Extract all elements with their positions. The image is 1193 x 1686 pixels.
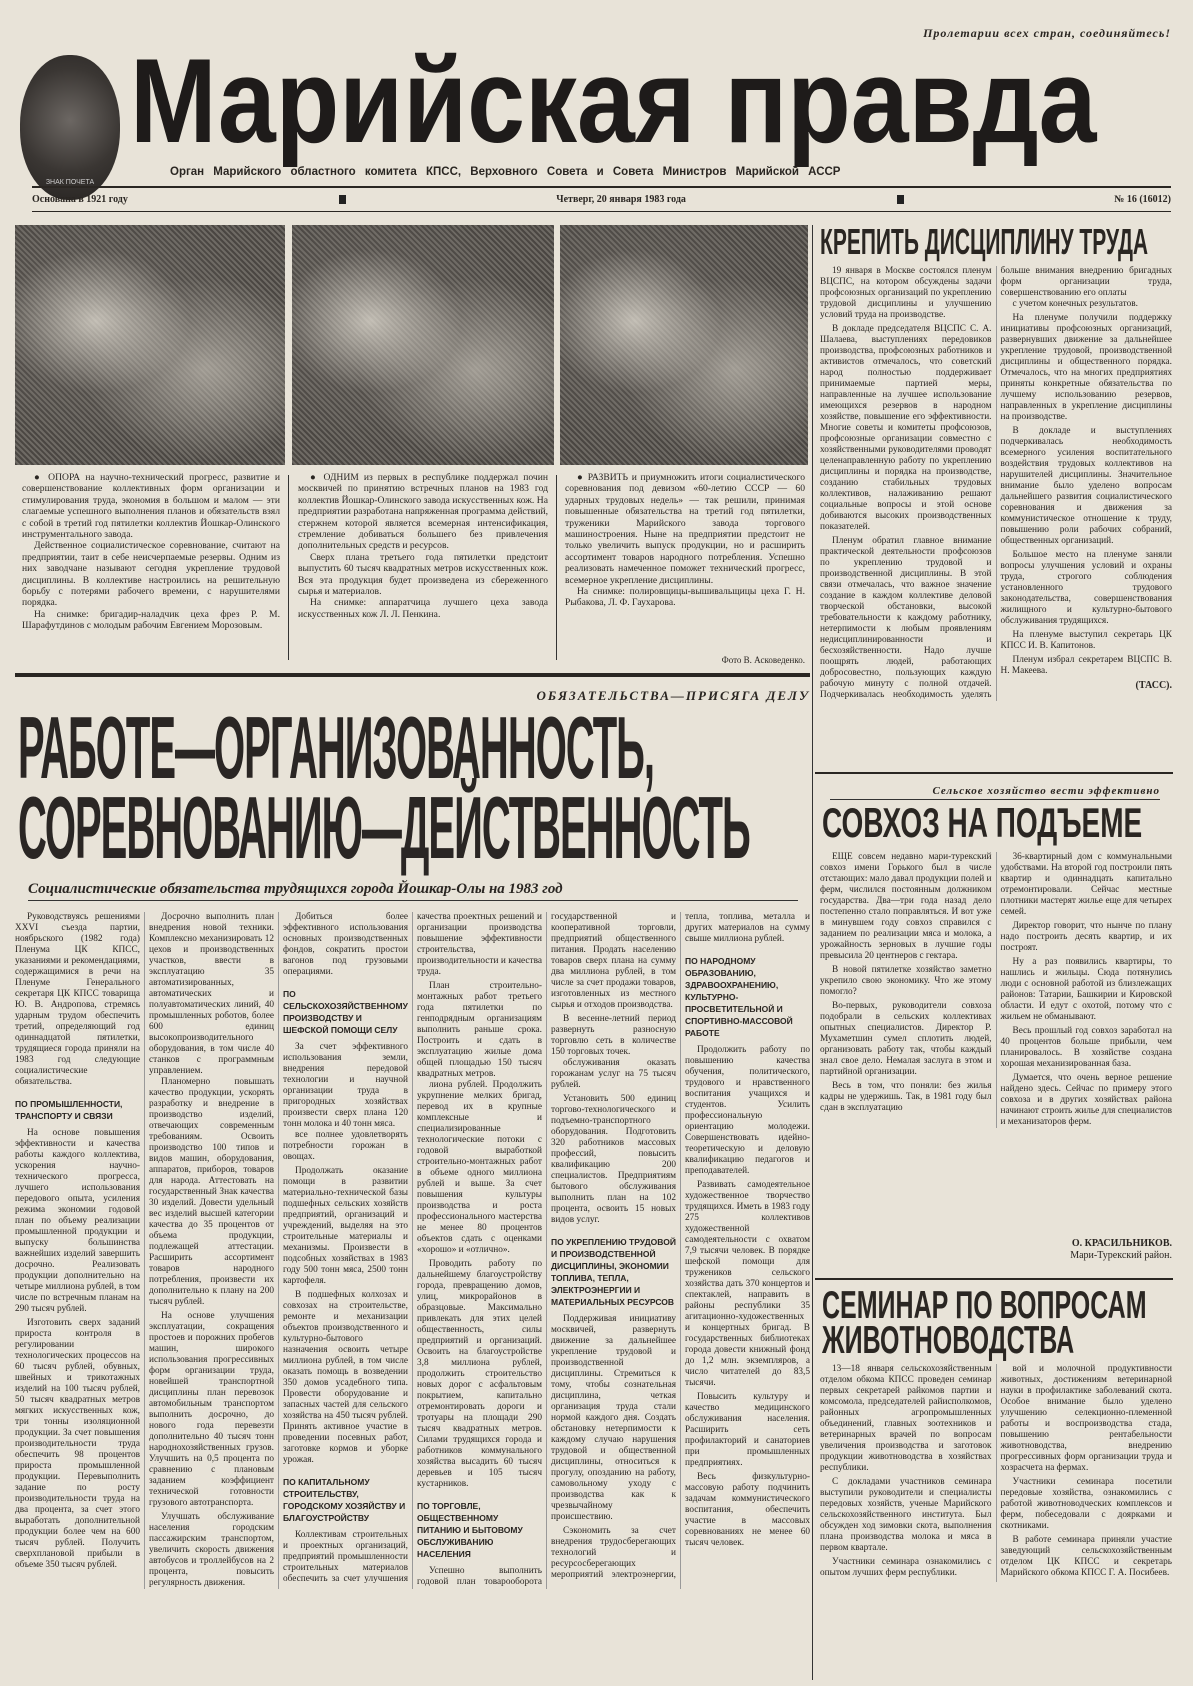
paragraph: 19 января в Москве состоялся пленум ВЦСПС, на котором обсуждены задачи профсоюзных организаций по укреплению трудовой дисциплины и улучшению условий труда на производстве. <box>820 266 992 320</box>
right-column-divider <box>812 225 813 1680</box>
paragraph: все полнее удовлетворять потребности горожан в овощах. <box>283 1130 408 1162</box>
paragraph: Участники семинара посетили передовые хозяйства, ознакомились с работой животноводческих комплексов и ферм, побеседовали с доярками и скотниками. <box>1000 1477 1172 1531</box>
paragraph: Во-первых, руководители совхоза подобрали в сельских коллективах опытных специалистов. Директор Р. Мухаметшин сумел сплотить людей, организовать работу так, чтобы каждый знал свое дело. Немалая заслуга в этом и партийной организации. <box>820 1001 992 1077</box>
paragraph: Досрочно выполнить план внедрения новой техники. Комплексно механизировать 12 цехов и производственных участков, ввести в эксплуатацию 35 автоматизированных, автоматических и полуавтоматических линий, 40 промышленных роботов, более 600 единиц высокопроизводительного оборудования, в том числе 40 станков с программным управлением. <box>149 912 274 1076</box>
paragraph: 36-квартирный дом с коммунальными удобствами. На второй год построили пять квартир и одиннадцать капитально отремонтировали. Сейчас местные плотники мастерят жилье еще для четырех семей. <box>1000 852 1172 917</box>
sovkhoz-article-title: СОВХОЗ НА ПОДЪЕМЕ <box>822 799 1143 846</box>
paragraph: ЕЩЕ совсем недавно мари-турекский совхоз имени Горького был в числе отстающих: мало давал продукции полей и ферм, числился постоянным должником государства. Два—три года назад дело постепенно стало поправляться. И вот уже в минувшем году совхоз справился с заданием по реализации мяса и молока, а урожайность зерновых в лучшие годы превысила 20 центнеров с гектара. <box>820 852 992 961</box>
rubric-kicker: ОБЯЗАТЕЛЬСТВА—ПРИСЯГА ДЕЛУ <box>536 688 810 703</box>
paragraph: Успешно выполнить годовой план товарооборота государственной и кооперативной торговли, предприятий общественного питания. Продать населению товаров сверх плана на сумму два миллиона рублей, в том числе за счет продажи товаров, изготовленных из местного сырья и отходов производства. <box>417 912 676 1587</box>
discipline-column-2 <box>1001 299 1173 677</box>
paragraph: На основе повышения эффективности и качества работы каждого коллектива, ускорения научно-технического прогресса, лучшего использования передового опыта, усиления режима экономии годовой план по объему реализации промышленной продукции и выпуску большинства важнейших изделий завершить досрочно. Реализовать продукции дополнительно на четыре миллиона рублей, в том числе по встречным планам на 290 тысяч рублей. <box>15 1128 140 1314</box>
article-subheading: Социалистические обязательства трудящихся города Йошкар-Олы на 1983 год <box>28 880 798 901</box>
section-heading: ПО УКРЕПЛЕНИЮ ТРУДОВОЙ И ПРОИЗВОДСТВЕННОЙ ДИСЦИПЛИНЫ, ЭКОНОМИИ ТОПЛИВА, ТЕПЛА, ЭЛЕКТРОЭНЕРГИИ И МАТЕРИАЛЬНЫХ РЕСУРСОВ <box>551 1237 676 1307</box>
paragraph: ● РАЗВИТЬ и приумножить итоги социалистического соревнования под девизом «60-летию СССР — 60 ударных трудовых недель» — так решили, принимая повышенные обязательства на третий год пятилетки, труженики Марийского завода торгового машиностроения. Ныне на предприятии предстоит не только увеличить выпуск продукции, но и расширить ассортимент товаров народного потребления. Успешно реализовать намеченное поможет технический прогресс, всемерное укрепление дисциплины. <box>565 472 805 586</box>
paragraph: В новой пятилетке хозяйство заметно укрепило свою экономику. Что же этому помогло? <box>820 965 992 997</box>
headline-line-1: РАБОТЕ—ОРГАНИЗОВАННОСТЬ, <box>18 700 654 798</box>
sovkhoz-rubric: Сельское хозяйство вести эффективно <box>830 784 1160 800</box>
paragraph: Поддерживая инициативу москвичей, развернуть движение за дальнейшее укрепление трудовой и производственной дисциплины. Стремиться к тому, чтобы сознательная дисциплина, четкая организация труда стали нормой каждого дня. Создать обстановку нетерпимости к каждому случаю нарушения трудовой и общественной дисциплины, относиться к прогулу, опозданию на работу, самовольному уходу с производства как к чрезвычайному происшествию. <box>551 1314 676 1522</box>
paragraph: Сверх плана третьего года пятилетки предстоит выпустить 60 тысяч квадратных метров искусственных кож. Вся эта продукция будет произведена из сбереженного сырья и материалов. <box>298 551 548 598</box>
headline-line-2: СОРЕВНОВАНИЮ—ДЕЙСТВЕННОСТЬ <box>18 780 750 878</box>
paragraph: С докладами участников семинара выступили руководители и специалисты передовых хозяйств, ученые Марийского сельскохозяйственного института. Был обсужден ход зимовки скота, выполнения плана производства молока и мяса в первом квартале. <box>820 1477 992 1553</box>
paragraph: В весенне-летний период развернуть разносную торговлю сеть в количестве 150 торговых точек. <box>551 1014 676 1057</box>
author-name: О. КРАСИЛЬНИКОВ. <box>1071 1238 1172 1249</box>
paragraph: с учетом конечных результатов. <box>1012 299 1138 309</box>
paragraph: На снимке: аппаратчица лучшего цеха завода искусственных кож Л. Л. Пенкина. <box>298 597 548 620</box>
paragraph: Действенное социалистическое соревнование, считают на предприятии, таит в себе неисчерпаемые резервы. Одним из них заводчане называют сегодня укрепление трудовой дисциплины. В коллективе настроились на решительную борьбу с потерями рабочего времени, с нарушителями порядка. <box>22 540 280 609</box>
paragraph: На пленуме получили поддержку инициативы профсоюзных организаций, развернувших движение за дальнейшее укрепление трудовой, производственной дисциплины и общественного порядка. Отмечалось, что на многих предприятиях приняты конкретные обязательства по лучшему использованию резервов, направленных в укрепление дисциплины на производстве. <box>1000 313 1172 422</box>
paragraph: Весь прошлый год совхоз заработал на 40 процентов больше прибыли, чем планировалось. В хозяйстве создана хорошая механизированная база. <box>1000 1026 1172 1069</box>
section-rule <box>15 673 810 677</box>
order-badge-of-honour-emblem <box>20 55 120 200</box>
newspaper-title: Марийская правда <box>130 35 1097 169</box>
paragraph: Весь в том, что поняли: без жилья кадры не удержишь. Так, в 1981 году был сдан в эксплуатацию <box>820 1081 992 1113</box>
paragraph: ● ОПОРА на научно-технический прогресс, развитие и совершенствование коллективных форм организации и стимулирования труда, экономия в большом и малом — эти слагаемые успешного выполнения планов и обязательств взял с собой в третий год пятилетки коллектив Йошкар-Олинского инструментального завода. <box>22 472 280 541</box>
paragraph: Ну а раз появились квартиры, то нашлись и жильцы. Сюда потянулись люди с основной работой из близлежащих районов: Татарии, Башкирии и Кировской области. И едут с охотой, потому что с жильем не обманывают. <box>1000 957 1172 1022</box>
paragraph: обслуживания оказать горожанам услуг на 75 тысяч рублей. <box>551 1058 676 1090</box>
seminar-title-line-2: ЖИВОТНОВОДСТВА <box>822 1318 1075 1363</box>
issue-date: Четверг, 20 января 1983 года <box>556 193 686 205</box>
paragraph: Думается, что очень верное решение найдено здесь. Сейчас по примеру этого совхоза и в других хозяйствах района начинают строить жилье для специалистов и механизаторов ферм. <box>1000 1073 1172 1127</box>
tass-source: (ТАСС). <box>1135 680 1172 691</box>
paragraph: Директор говорит, что нынче по плану надо построить десять квартир, и их построят. <box>1000 921 1172 953</box>
paragraph: 13—18 января сельскохозяйственным отделом обкома КПСС проведен семинар первых секретарей райкомов партии и комсомола, председателей райисполкомов, районных агропромышленных объединений, главных зоотехников и ветеринарных врачей по вопросам увеличения производства и заготовок продукции животноводства в хозяйствах республики. <box>820 1364 992 1473</box>
paragraph: На снимке: полировщицы-вышивальщицы цеха Г. Н. Рыбакова, Л. Ф. Гаухарова. <box>565 586 805 609</box>
paragraph: Сэкономить за счет внедрения трудосберегающих технологий и ресурсосберегающих мероприятий электроэнергии, тепла, топлива, металла и других материалов на сумму свыше миллиона рублей. <box>551 912 810 1580</box>
photo-credit: Фото В. Асковеденко. <box>721 655 805 665</box>
photo-caption-1 <box>22 472 280 632</box>
paragraph: Изготовить сверх заданий прироста контроля в регулировании технологических процессов на 60 тысяч рублей, обувных, швейных и трикотажных изделий на 100 тысяч рублей, 50 тысяч квадратных метров мягких искусственных кож, три тонны изоляционной продукции. За счет повышения производительности труда обеспечить 98 процентов прироста промышленной продукции. Перевыполнить задание по росту производительности труда на два процента, за счет этого выработать дополнительной продукции более чем на 600 тысяч рублей. Получить сверхплановой прибыли в объеме 350 тысяч рублей. <box>15 1318 140 1570</box>
author-district: Мари-Турекский район. <box>1070 1250 1172 1261</box>
paragraph: Весь физкультурно-массовую работу подчинить задачам коммунистического воспитания, обеспечить участие в массовых соревнованиях не менее 60 тысяч человек. <box>685 1472 810 1548</box>
paragraph: Проводить работу по дальнейшему благоустройству города, превращению домов, улиц, микрорайонов в образцовые. Максимально привлекать для этих целей общественность, силы предприятий и организаций. Освоить на благоустройстве 3,8 миллиона рублей, продолжить строительство новых дорог с асфальтовым покрытием, капитально отремонтировать дороги и тротуары на площади 290 тысяч квадратных метров. Силами трудящихся города и работников коммунального хозяйства высадить 60 тысяч деревьев и 105 тысяч кустарников. <box>417 1259 542 1489</box>
sovkhoz-column-1 <box>820 852 992 1114</box>
paragraph: лиона рублей. Продолжить укрупнение мелких бригад, перевод их в крупные комплексные и специализированные технологические потоки с годовой выработкой строительно-монтажных работ в объеме одного миллиона рублей и выше. За счет повышения культуры производства и роста профессионального мастерства не менее 80 процентов объектов сдать с оценками «хорошо» и «отлично». <box>417 1080 542 1255</box>
paragraph: вой и молочной продуктивности животных, достижениям ветеринарной науки в профилактике заболеваний скота. Особое внимание было уделено улучшению селекционно-племенной работы и воспроизводства стада, повышению рентабельности животноводства, внедрению прогрессивных форм организации труда и хозрасчета на фермах. <box>1000 1364 1172 1473</box>
paragraph: Улучшать обслуживание населения городским пассажирским транспортом, увеличить скорость движения автобусов и троллейбусов на 2 процента, повысить регулярность движения. <box>149 1512 274 1588</box>
paragraph: Развивать самодеятельное художественное творчество трудящихся. Иметь в 1983 году 275 коллективов художественной самодеятельности с охватом 7,9 тысячи человек. В порядке шефской помощи для тружеников сельского хозяйства дать 370 концертов и спектаклей, направить в районы республики 35 агитационно-художественных и концертных бригад. В государственных библиотеках города довести книжный фонд до 1,2 млн. экземпляров, а число читателей до 83,5 тысячи. <box>685 1180 810 1388</box>
section-heading: ПО ПРОМЫШЛЕННОСТИ, ТРАНСПОРТУ И СВЯЗИ <box>15 1099 123 1121</box>
dateline <box>32 191 1171 207</box>
paragraph: Планомерно повышать качество продукции, ускорять разработку и внедрение в производство изделий, отвечающих современным требованиям. Освоить производство 100 типов и видов машин, оборудования, аппаратов, приборов, товаров для народа. Аттестовать на государственный Знак качества 30 изделий. Довести удельный вес изделий высшей категории качества до 35 процентов от объема продукции, подлежащей аттестации. Расширить ассортимент товаров народного потребления, произвести их дополнительно к плану на 200 тысяч рублей. <box>149 1077 274 1307</box>
section-heading: ПО НАРОДНОМУ ОБРАЗОВАНИЮ, ЗДРАВООХРАНЕНИЮ, КУЛЬТУРНО-ПРОСВЕТИТЕЛЬНОЙ И СПОРТИВНО-МАССОВОЙ РАБОТЕ <box>685 956 793 1038</box>
photo-foreman-with-young-worker <box>15 225 285 465</box>
masthead-rule-bottom <box>32 211 1171 212</box>
paragraph: В работе семинара приняли участие заведующий сельскохозяйственным отделом ЦК КПСС и секретарь Марийского обкома КПСС Г. А. Посибеев. <box>1000 1535 1172 1578</box>
photo-artificial-leather-factory <box>292 225 554 465</box>
paragraph: Продолжить работу по повышению качества обучения, политического, трудового и нравственного воспитания учащихся и студентов. Усилить профессиональную ориентацию молодежи. Совершенствовать идейно-теоретическую и деловую квалификацию педагогов и преподавателей. <box>685 1045 810 1176</box>
sovkhoz-column-2 <box>1001 852 1173 1128</box>
discipline-columns <box>820 266 1172 701</box>
sovkhoz-byline <box>1000 1238 1172 1262</box>
paragraph: Продолжать оказание помощи в развитии материально-технической базы подшефных сельских хозяйств предприятий, организаций и учреждений, выделяя на это строительные материалы и механизмы. Произвести в подсобных хозяйствах в 1983 году 500 тонн мяса, 2500 тонн картофеля. <box>283 1166 408 1286</box>
section-heading: ПО КАПИТАЛЬНОМУ СТРОИТЕЛЬСТВУ, ГОРОДСКОМУ ХОЗЯЙСТВУ И БЛАГОУСТРОЙСТВУ <box>283 1477 406 1523</box>
section-rule <box>815 1278 1173 1280</box>
paragraph: Пленум избрал секретарем ВЦСПС В. Н. Макеева. <box>1000 655 1172 676</box>
masthead-organ-line: Орган Марийского областного комитета КПСС, Верховного Совета и Совета Министров Марийской АССР <box>170 166 841 178</box>
paragraph: В докладе и выступлениях подчеркивалась необходимость всемерного усиления воспитательного воздействия трудовых коллективов на нарушителей дисциплины. Значительное внимание было уделено вопросам дальнейшего развития социалистического соревнования и движения за коммунистическое отношение к труду, повышению роли рабочих собраний, общественных организаций. <box>1000 426 1172 546</box>
photo-two-women-workers <box>560 225 808 465</box>
seminar-columns <box>820 1364 1172 1582</box>
masthead-rule-top <box>32 186 1171 188</box>
paragraph: ● ОДНИМ из первых в республике поддержал почин москвичей по принятию встречных планов на 1983 год коллектив Йошкар-Олинского завода искусственных кож. На предприятии разработана напряженная программа действий, стержнем которой является всемерная интенсификация, стремление добиваться большего без привлечения дополнительных средств и ресурсов. <box>298 472 548 552</box>
obligations-columns <box>15 912 810 1589</box>
issue-number: № 16 (16012) <box>1114 193 1171 205</box>
column-divider <box>556 475 557 660</box>
photo-caption-2 <box>298 472 548 620</box>
paragraph: За счет эффективного использования земли, внедрения передовой технологии и научной организации труда в пригородных хозяйствах произвести сверх плана 120 тонн молока и 40 тонн мяса. <box>283 1042 408 1129</box>
paragraph: Пленум обратил главное внимание практической деятельности профсоюзов по укреплению трудовой и производственной дисциплины. В этой связи отмечалась, что важное значение создание в каждом коллективе деловой творческой обстановки, высокой требовательности к каждому работнику, нетерпимости к любым проявлениям недисциплинированности и бесхозяйственности. Надо лучше поощрять людей, работающих добросовестно, пользующих каждую рабочую минуту с полной отдачей. Подчеркивалась необходимость уделять больше внимания внедрению бригадных форм организации труда, совершенствованию его оплаты <box>820 266 1172 700</box>
paragraph: На основе улучшения эксплуатации, сокращения простоев и порожних пробегов машин, широкого использования прогрессивных форм организации труда, новейшей транспортной дисциплины план перевозок автомобильным транспортом выполнить досрочно, до нового года перевезти дополнительно 40 тысяч тонн народнохозяйственных грузов. Улучшить на 0,5 процента по сравнению с плановым заданием коэффициент технической готовности грузового автотранспорта. <box>149 1311 274 1508</box>
paragraph: На пленуме выступил секретарь ЦК КПСС И. В. Капитонов. <box>1000 630 1172 651</box>
paragraph: В докладе председателя ВЦСПС С. А. Шалаева, выступлениях передовиков производства, профсоюзных работников и активистов отмечалось, что советский народ полностью поддерживает принимаемые партией меры, направленные на лучшее использование имеющихся резервов в народном хозяйстве, повышение его эффективности. Многие советы и комитеты профсоюзов, профсоюзные организации совместно с хозяйственными руководителями проводят целенаправленную работу по укреплению дисциплины и порядка на производстве, созданию стабильных трудовых коллективов, налаживанию решают социальные вопросы и этой основе добиваются высоких производственных показателей. <box>820 324 992 532</box>
paragraph: Добиться более эффективного использования основных производственных фондов, сократить простои вагонов под грузовыми операциями. <box>283 912 408 977</box>
paragraph: План строительно-монтажных работ третьего года пятилетки по генподрядным организациям выполнить раньше срока. Построить и сдать в эксплуатацию жилые дома общей площадью 150 тысяч квадратных метров. <box>417 981 542 1079</box>
section-rule <box>815 772 1173 774</box>
separator-square <box>897 195 904 204</box>
separator-square <box>339 195 346 204</box>
discipline-article-title: КРЕПИТЬ ДИСЦИПЛИНУ ТРУДА <box>820 223 1149 263</box>
sovkhoz-columns <box>820 852 1172 1128</box>
section-heading: ПО ТОРГОВЛЕ, ОБЩЕСТВЕННОМУ ПИТАНИЮ И БЫТОВОМУ ОБСЛУЖИВАНИЮ НАСЕЛЕНИЯ <box>417 1501 523 1559</box>
paragraph: Установить 500 единиц торгово-технологического и подъемно-транспортного оборудования. Подготовить 320 работников массовых профессий, повысить квалификацию 200 специалистов. Предприятиям бытового обслуживания выполнить план на 102 процента, освоить 15 новых видов услуг. <box>551 1094 676 1225</box>
founded-year: Основана в 1921 году <box>32 193 128 205</box>
paragraph: Повысить культуру и качество медицинского обслуживания населения. Расширить сеть профилакторий и санаториев при промышленных предприятиях. <box>685 1392 810 1468</box>
obligations-column-6 <box>685 955 810 1549</box>
paragraph: Руководствуясь решениями XXVI съезда партии, ноябрьского (1982 года) Пленума ЦК КПСС, указаниями и рекомендациями, содержащимися в речи на Пленуме Генерального секретаря ЦК КПСС товарища Ю. В. Андропова, стремясь ударным трудом обеспечить третий, определяющий год одиннадцатой пятилетки, трудящиеся города приняли на 1983 год следующие социалистические обязательства. <box>15 912 140 1087</box>
column-divider <box>288 475 289 660</box>
emblem-text: ЗНАК ПОЧЕТА <box>45 179 95 186</box>
paragraph: Участники семинара ознакомились с опытом лучших ферм республики. <box>820 1557 992 1578</box>
seminar-column-1 <box>820 1364 992 1579</box>
seminar-column-2 <box>1001 1364 1173 1579</box>
paragraph: Большое место на пленуме заняли вопросы улучшения условий и охраны труда, строгого соблюдения установленного трудового законодательства, совершенствования жилищного и культурно-бытового обслуживания трудящихся. <box>1000 550 1172 626</box>
photo-caption-3 <box>565 472 805 609</box>
masthead-motto: Пролетарии всех стран, соединяйтесь! <box>923 26 1171 40</box>
section-heading: ПО СЕЛЬСКОХОЗЯЙСТВЕННОМУ ПРОИЗВОДСТВУ И ШЕФСКОЙ ПОМОЩИ СЕЛУ <box>283 989 408 1035</box>
paragraph: Коллективам строительных и проектных организаций, предприятий промышленности строительных материалов обеспечить за счет улучшения качества проектных решений и организации производства повышение эффективности строительства, производительности и качества труда. <box>283 912 542 1584</box>
paragraph: На снимке: бригадир-наладчик цеха фрез Р. М. Шарафутдинов с молодым рабочим Евгением Морозовым. <box>22 608 280 632</box>
seminar-title-line-1: СЕМИНАР ПО ВОПРОСАМ <box>822 1283 1147 1328</box>
paragraph: В подшефных колхозах и совхозах на строительстве, ремонте и механизации объектов производственного и культурно-бытового назначения освоить четыре миллиона рублей, в том числе оказать помощь в возведении 350 домов усадебного типа. Провести оборудование и запасных частей для сельского хозяйства на 450 тысяч рублей. Принять активное участие в проведении посевных работ, заготовке кормов и уборке урожая. <box>283 1290 408 1465</box>
